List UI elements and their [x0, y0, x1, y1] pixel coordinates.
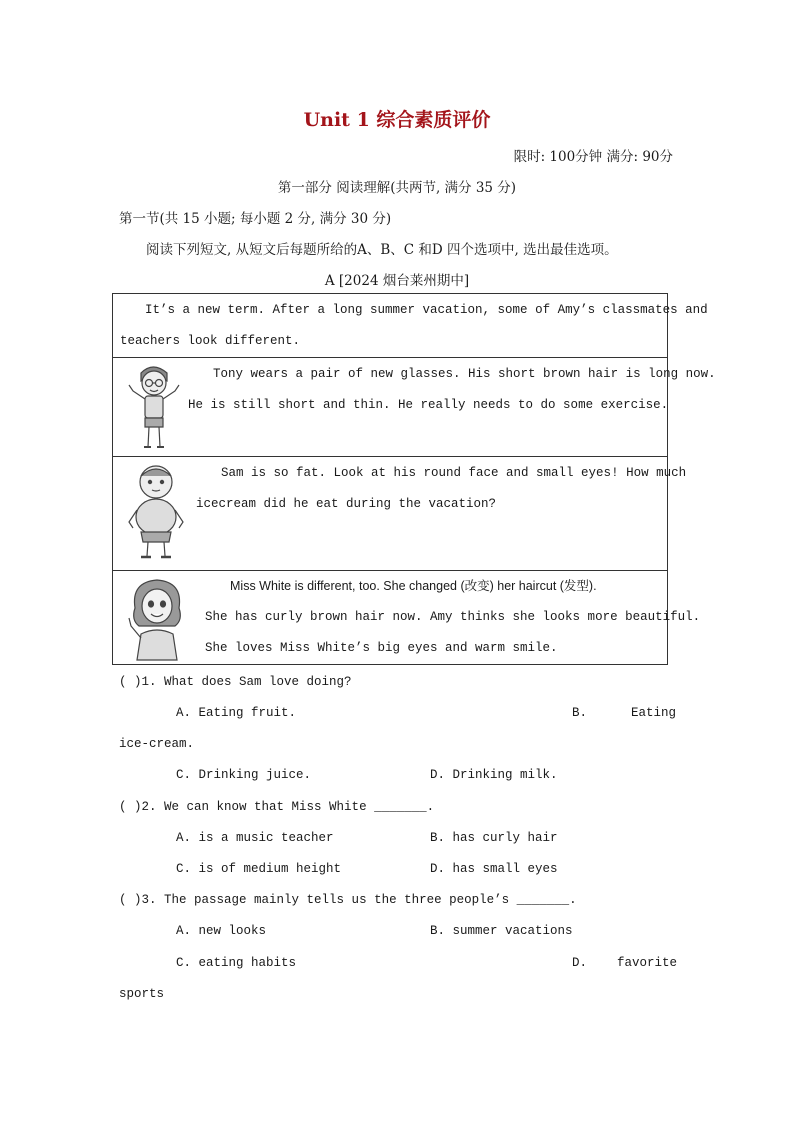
white-line-2: She has curly brown hair now. Amy thinks she looks more beautiful. [205, 610, 701, 624]
q3-option-c: C. eating habits [176, 956, 297, 970]
question-1 [119, 675, 352, 689]
q3-option-d-letter: D. [572, 956, 588, 970]
q1-option-b-text: Eating [631, 706, 677, 720]
q2-option-b: B. has curly hair [430, 831, 558, 845]
q3-option-d-text: favorite [617, 956, 678, 970]
q3-option-b: B. summer vacations [430, 924, 573, 938]
tony-illustration [123, 361, 185, 453]
q1-option-b-wrap: ice-cream. [119, 737, 195, 751]
passage-intro [113, 294, 708, 358]
answer-blank-2[interactable]: ( )2. [119, 800, 157, 814]
passage-sam [113, 456, 687, 571]
question-2-stem: We can know that Miss White _______. [164, 800, 435, 814]
page-title: Unit 1 综合素质评价 [303, 109, 491, 131]
tony-line-2: He is still short and thin. He really needs to do some exercise. [188, 398, 669, 412]
q1-option-d: D. Drinking milk. [430, 768, 558, 782]
passage-miss-white [113, 570, 701, 664]
q3-option-d-wrap: sports [119, 987, 165, 1001]
q1-option-c: C. Drinking juice. [176, 768, 312, 782]
sam-line-1: Sam is so fat. Look at his round face and small eyes! How much [221, 466, 687, 480]
passage-label: A [2024 烟台莱州期中] [324, 273, 470, 289]
passage-tony [113, 357, 716, 457]
white-line-1: Miss White is different, too. She changed (改变) her haircut (发型). [230, 579, 597, 593]
q1-option-a: A. Eating fruit. [176, 706, 297, 720]
q2-option-c: C. is of medium height [176, 862, 342, 876]
answer-blank-1[interactable]: ( )1. [119, 675, 157, 689]
sam-line-2: icecream did he eat during the vacation? [196, 497, 497, 511]
q3-option-a: A. new looks [176, 924, 267, 938]
question-1-stem: What does Sam love doing? [164, 675, 352, 689]
q2-option-a: A. is a music teacher [176, 831, 334, 845]
part-heading: 第一部分 阅读理解(共两节, 满分 35 分) [277, 180, 517, 196]
section-heading: 第一节(共 15 小题; 每小题 2 分, 满分 30 分) [119, 211, 392, 227]
white-line-3: She loves Miss White’s big eyes and warm smile. [205, 641, 558, 655]
q1-option-b-letter: B. [572, 706, 588, 720]
intro-line-1: It’s a new term. After a long summer vacation, some of Amy’s classmates and [145, 303, 708, 317]
answer-blank-3[interactable]: ( )3. [119, 893, 157, 907]
question-2 [119, 800, 434, 814]
instructions: 阅读下列短文, 从短文后每题所给的A、B、C 和D 四个选项中, 选出最佳选项。 [146, 242, 618, 258]
intro-line-2: teachers look different. [120, 334, 301, 348]
sam-illustration [123, 462, 189, 564]
passage-box [112, 293, 716, 665]
question-3 [119, 893, 577, 907]
tony-line-1: Tony wears a pair of new glasses. His short brown hair is long now. [213, 367, 716, 381]
question-3-stem: The passage mainly tells us the three people’s _______. [164, 893, 577, 907]
miss-white-illustration [123, 574, 191, 662]
q2-option-d: D. has small eyes [430, 862, 558, 876]
time-limit: 限时: 100分钟 满分: 90分 [513, 149, 673, 165]
